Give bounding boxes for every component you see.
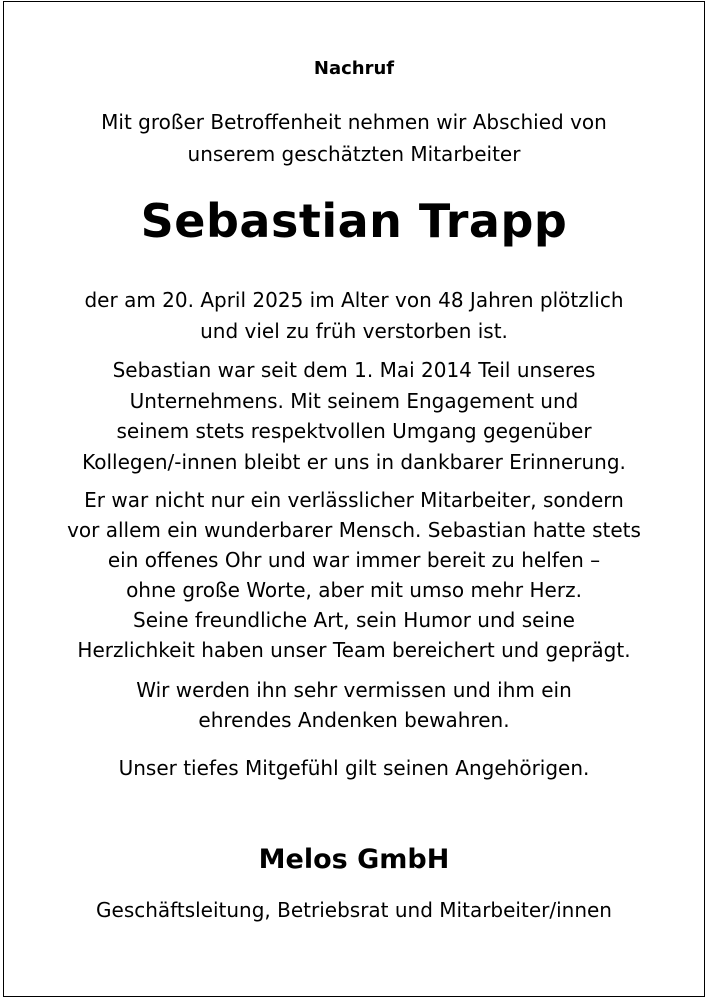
paragraph2-line-2: Unternehmens. Mit seinem Engagement und xyxy=(129,389,579,413)
paragraph2-line-1: Sebastian war seit dem 1. Mai 2014 Teil unseres xyxy=(112,358,596,382)
intro-line-1: Mit großer Betroffenheit nehmen wir Abschied von xyxy=(101,110,607,134)
paragraph1-line-2: und viel zu früh verstorben ist. xyxy=(200,319,508,343)
company-name: Melos GmbH xyxy=(258,844,450,875)
paragraph2-line-3: seinem stets respektvollen Umgang gegenüber xyxy=(116,419,592,443)
obituary-notice xyxy=(3,1,705,997)
paragraph5-line-1: Unser tiefes Mitgefühl gilt seinen Angehörigen. xyxy=(118,756,590,780)
paragraph3-line-1: Er war nicht nur ein verlässlicher Mitarbeiter, sondern xyxy=(84,488,624,512)
notice-heading: Nachruf xyxy=(313,58,395,79)
deceased-name: Sebastian Trapp xyxy=(140,194,568,248)
paragraph3-line-5: Seine freundliche Art, sein Humor und seine xyxy=(133,608,575,632)
paragraph4-line-1: Wir werden ihn sehr vermissen und ihm ein xyxy=(136,678,572,702)
paragraph1-line-1: der am 20. April 2025 im Alter von 48 Jahren plötzlich xyxy=(84,288,624,312)
paragraph2-line-4: Kollegen/-innen bleibt er uns in dankbarer Erinnerung. xyxy=(82,450,626,474)
paragraph3-line-3: ein offenes Ohr und war immer bereit zu helfen – xyxy=(107,548,601,572)
paragraph4-line-2: ehrendes Andenken bewahren. xyxy=(198,708,510,732)
signatories: Geschäftsleitung, Betriebsrat und Mitarbeiter/innen xyxy=(96,898,612,922)
intro-line-2: unserem geschätzten Mitarbeiter xyxy=(187,142,521,166)
paragraph3-line-4: ohne große Worte, aber mit umso mehr Herz. xyxy=(126,578,582,602)
paragraph3-line-2: vor allem ein wunderbarer Mensch. Sebastian hatte stets xyxy=(67,518,641,542)
paragraph3-line-6: Herzlichkeit haben unser Team bereichert und geprägt. xyxy=(77,638,631,662)
